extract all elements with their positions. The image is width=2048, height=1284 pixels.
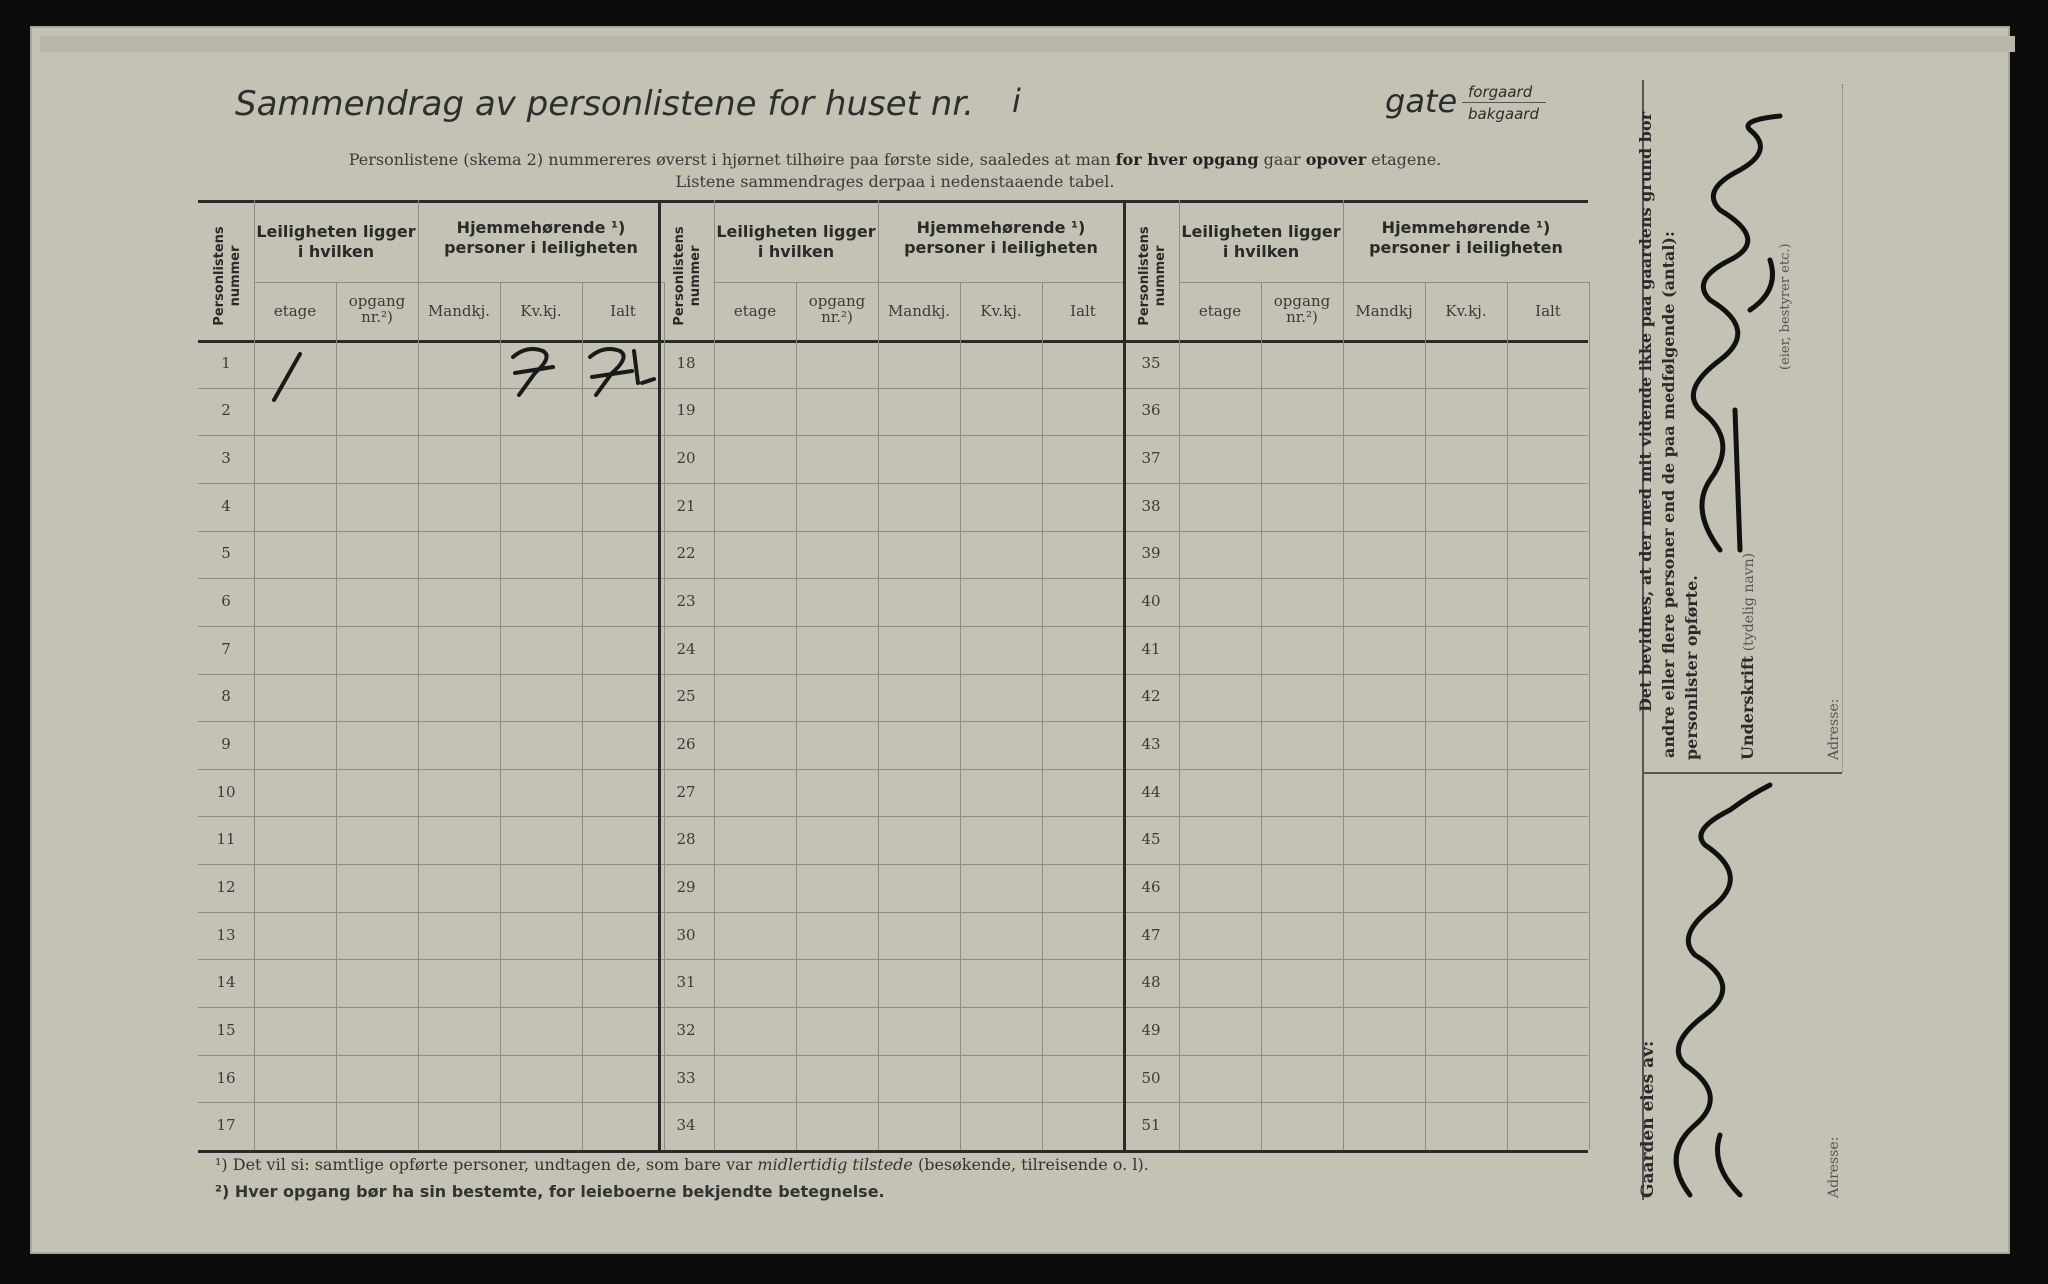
row-number: 49 <box>1141 1020 1161 1039</box>
row-number: 22 <box>676 544 696 563</box>
row-number: 18 <box>676 353 696 372</box>
personlistens-header: Personlistens nummer <box>672 226 703 326</box>
row-number: 10 <box>216 782 236 801</box>
hjemmehorende-header: Hjemmehørende ¹) personer i leiligheten <box>444 218 638 257</box>
row-number: 20 <box>676 449 696 468</box>
hjemmehorende-header: Hjemmehørende ¹) personer i leiligheten <box>904 218 1098 257</box>
sub-etage: etage <box>1198 302 1242 320</box>
group-rule <box>1179 282 1589 283</box>
row-number: 39 <box>1141 544 1161 563</box>
col-rule <box>1261 282 1262 1150</box>
col-rule <box>878 200 879 1150</box>
row-number: 34 <box>676 1116 696 1135</box>
row-number: 17 <box>216 1116 236 1135</box>
table-row-rule <box>198 912 1588 913</box>
table-row-rule <box>198 483 1588 484</box>
sub-kvkj: Kv.kj. <box>1445 302 1487 320</box>
row-number: 9 <box>221 735 231 753</box>
row-number: 23 <box>676 592 696 611</box>
certify-line-3: personlister opførte. <box>1682 575 1701 760</box>
col-rule <box>1179 200 1180 1150</box>
table-row-rule <box>198 435 1588 436</box>
table-header-rule <box>198 340 1588 343</box>
row-number: 37 <box>1141 449 1161 468</box>
col-rule <box>1042 282 1043 1150</box>
table-top-rule <box>198 200 1588 203</box>
table-row-rule <box>198 959 1588 960</box>
sub-etage: etage <box>733 302 777 320</box>
eier-note: (eier, bestyrer etc.) <box>1778 243 1793 370</box>
row-number: 35 <box>1141 353 1161 372</box>
footnote-1: ¹) Det vil si: samtlige opførte personer, undtagen de, som bare var midlertidig tilstede (besøkende, tilreisende o. l). <box>215 1155 1149 1174</box>
row-number: 40 <box>1141 592 1161 611</box>
row-number: 38 <box>1141 496 1161 515</box>
sub-ialt: Ialt <box>1535 302 1561 320</box>
handwritten-etage-1 <box>260 350 320 405</box>
row-number: 14 <box>216 973 236 992</box>
row-number: 31 <box>676 973 696 992</box>
row-number: 29 <box>676 877 696 896</box>
row-number: 13 <box>216 925 236 944</box>
row-number: 5 <box>221 544 231 563</box>
hjemmehorende-header: Hjemmehørende ¹) personer i leiligheten <box>1369 218 1563 257</box>
row-number: 30 <box>676 925 696 944</box>
row-number: 1 <box>221 353 231 372</box>
title-i: i <box>1012 82 1021 120</box>
row-number: 32 <box>676 1020 696 1039</box>
row-number: 25 <box>676 687 696 706</box>
row-number: 8 <box>221 687 231 706</box>
group-rule <box>254 282 664 283</box>
col-rule <box>960 282 961 1150</box>
row-number: 44 <box>1141 782 1161 801</box>
col-rule <box>500 282 501 1150</box>
row-number: 47 <box>1141 925 1161 944</box>
table-row-rule <box>198 721 1588 722</box>
sub-opgang: opgang nr.²) <box>1273 292 1331 326</box>
sub-kvkj: Kv.kj. <box>520 302 562 320</box>
bakgaard-label: bakgaard <box>1468 105 1539 123</box>
form-title: Sammendrag av personlistene for huset nr. <box>235 84 974 124</box>
col-rule <box>582 282 583 1150</box>
sub-kvkj: Kv.kj. <box>980 302 1022 320</box>
title-gate: gate <box>1385 82 1458 120</box>
personlistens-header: Personlistens nummer <box>1137 226 1168 326</box>
leiligheten-header: Leiligheten ligger i hvilken <box>256 222 416 261</box>
adresse-dotline <box>1842 84 1843 772</box>
row-number: 26 <box>676 735 696 753</box>
instruction-line-1: Personlistene (skema 2) nummereres øverst i hjørnet tilhøire paa første side, saaledes at man for hver opgang gaar opover etagene. <box>348 150 1442 169</box>
table-row-rule <box>198 1055 1588 1056</box>
col-rule <box>1589 282 1590 1150</box>
sub-mandkj: Mandkj <box>1355 302 1413 320</box>
sub-opgang: opgang nr.²) <box>348 292 406 326</box>
sub-ialt: Ialt <box>1070 302 1096 320</box>
col-rule <box>796 282 797 1150</box>
row-number: 3 <box>221 449 231 468</box>
table-row-rule <box>198 531 1588 532</box>
handwritten-signature-owner <box>1660 775 1780 1215</box>
adresse-label-2: Adresse: <box>1826 1136 1842 1198</box>
gaarden-eies-label: Gaarden eies av: <box>1638 1040 1658 1198</box>
sub-mandkj: Mandkj. <box>427 302 491 320</box>
table-row-rule <box>198 626 1588 627</box>
table-row-rule <box>198 578 1588 579</box>
col-rule <box>418 200 419 1150</box>
row-number: 21 <box>676 496 696 515</box>
handwritten-signature-underskrift <box>1680 110 1795 570</box>
block-divider <box>1123 200 1126 1150</box>
row-number: 12 <box>216 877 236 896</box>
leiligheten-header: Leiligheten ligger i hvilken <box>1181 222 1341 261</box>
row-number: 43 <box>1141 735 1161 753</box>
table-row-rule <box>198 769 1588 770</box>
row-number: 36 <box>1141 401 1161 420</box>
row-number: 46 <box>1141 877 1161 896</box>
handwritten-ialt-2 <box>582 343 662 403</box>
underskrift-label: Underskrift (tydelig navn) <box>1738 552 1757 760</box>
table-row-rule <box>198 388 1588 389</box>
row-number: 2 <box>221 401 231 420</box>
leiligheten-header: Leiligheten ligger i hvilken <box>716 222 876 261</box>
col-rule <box>1425 282 1426 1150</box>
row-number: 50 <box>1141 1068 1161 1087</box>
row-number: 42 <box>1141 687 1161 706</box>
row-number: 16 <box>216 1068 236 1087</box>
table-row-rule <box>198 1007 1588 1008</box>
personlistens-header: Personlistens nummer <box>212 226 243 326</box>
col-rule <box>714 200 715 1150</box>
col-rule <box>336 282 337 1150</box>
row-number: 4 <box>221 496 231 515</box>
group-rule <box>714 282 1124 283</box>
handwritten-kvkj-2 <box>505 343 565 403</box>
row-number: 33 <box>676 1068 696 1087</box>
row-number: 24 <box>676 639 696 658</box>
table-row-rule <box>198 864 1588 865</box>
yard-divider <box>1462 102 1546 103</box>
sub-ialt: Ialt <box>610 302 636 320</box>
row-number: 48 <box>1141 973 1161 992</box>
certify-line-2: andre eller flere personer end de paa medfølgende (antal): <box>1659 231 1678 758</box>
col-rule <box>1343 200 1344 1150</box>
adresse-label-1: Adresse: <box>1826 698 1842 760</box>
table-row-rule <box>198 816 1588 817</box>
row-number: 6 <box>221 592 231 611</box>
certify-line-1: Det bevidnes, at der med mit vidende ikke paa gaardens grund bor <box>1636 111 1655 712</box>
side-hline <box>1642 772 1842 774</box>
forgaard-label: forgaard <box>1468 83 1533 101</box>
col-rule <box>1507 282 1508 1150</box>
sub-opgang: opgang nr.²) <box>808 292 866 326</box>
row-number: 15 <box>216 1020 236 1039</box>
table-row-rule <box>198 1102 1588 1103</box>
instruction-line-2: Listene sammendrages derpaa i nedenstaaende tabel. <box>675 172 1115 191</box>
row-number: 41 <box>1141 639 1161 658</box>
row-number: 45 <box>1141 830 1161 849</box>
table-bottom-rule <box>198 1150 1588 1153</box>
row-number: 28 <box>676 830 696 849</box>
row-number: 11 <box>216 830 236 849</box>
table-row-rule <box>198 674 1588 675</box>
paper-edge <box>40 36 2015 52</box>
footnote-2: ²) Hver opgang bør ha sin bestemte, for leieboerne bekjendte betegnelse. <box>215 1182 885 1201</box>
row-number: 27 <box>676 782 696 801</box>
sub-etage: etage <box>273 302 317 320</box>
col-rule <box>254 200 255 1150</box>
row-number: 19 <box>676 401 696 420</box>
sub-mandkj: Mandkj. <box>887 302 951 320</box>
row-number: 51 <box>1141 1116 1161 1135</box>
row-number: 7 <box>221 639 231 658</box>
